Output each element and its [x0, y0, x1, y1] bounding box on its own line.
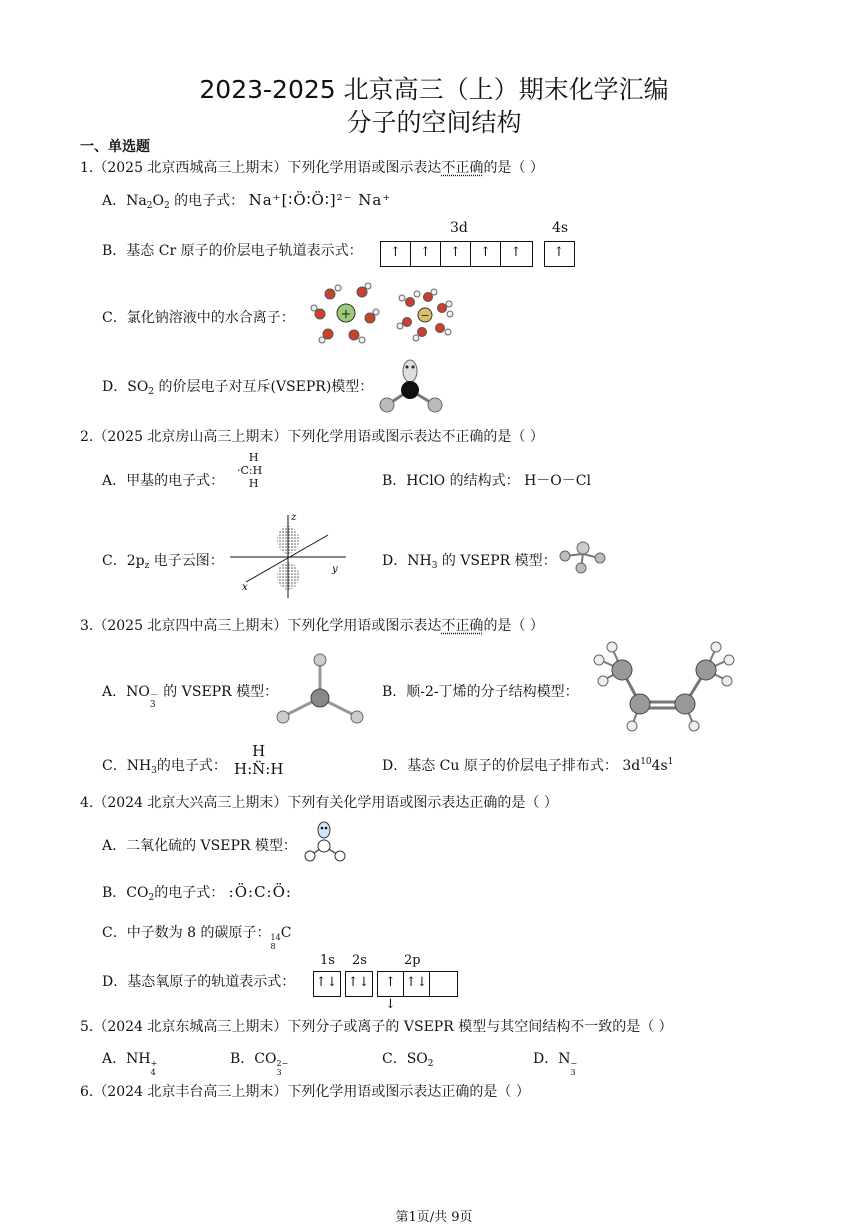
label-2s: 2s — [352, 953, 367, 968]
q5-option-b: B．CO 2− 3 — [230, 1051, 289, 1077]
q1-b-label-4s: 4s — [552, 220, 569, 236]
label-1s: 1s — [320, 953, 335, 968]
nh3-electron-formula: H H:N̈:H — [234, 742, 284, 778]
question-6-stem: 6.（2024 北京丰台高三上期末）下列化学用语或图示表达正确的是（ ） — [80, 1084, 530, 1100]
q1-option-c: C．氯化钠溶液中的水合离子： — [102, 310, 295, 326]
orbital-2s — [345, 971, 373, 997]
q2-option-a: A．甲基的电子式： — [102, 473, 225, 489]
orbital-cell: ↑ — [411, 242, 441, 266]
orbital-cell: ↑ ↓ — [378, 972, 404, 996]
question-5-stem: 5.（2024 北京东城高三上期末）下列分子或离子的 VSEPR 模型与其空间结构不一致的是（ ） — [80, 1019, 673, 1035]
orbital-cell — [430, 972, 456, 996]
chloride-hydrate — [397, 289, 453, 341]
q4-option-b: B．$CO_2$的电子式： :Ö:C:Ö: — [102, 883, 292, 903]
orbital-cell: ↑ — [510, 245, 522, 260]
page-footer: 第1页/共 9页 — [395, 1210, 473, 1225]
orbital-cell: ↑↓ — [315, 975, 338, 990]
nh3-vsepr-model — [555, 540, 615, 576]
q3-option-d: D．基态 Cu 原子的价层电子排布式： $3d^{10}4s^1$ — [382, 757, 674, 774]
section-heading: 一、单选题 — [80, 139, 150, 155]
q1-a-formula: Na⁺[∶Ö∶Ö∶]²⁻ Na⁺ — [248, 191, 392, 209]
orbital-cell: ↑ — [441, 242, 471, 266]
q3-option-b: B．顺-2-丁烯的分子结构模型： — [382, 684, 579, 700]
q1-b-3d-orbitals — [380, 241, 533, 267]
no3-vsepr-model — [270, 650, 370, 730]
q1-b-4s-orbital — [544, 241, 575, 267]
question-4-stem: 4.（2024 北京大兴高三上期末）下列有关化学用语或图示表达正确的是（ ） — [80, 795, 558, 811]
q4-option-a: A．二氧化硫的 VSEPR 模型： — [102, 838, 297, 854]
q1-option-b: B．基态 Cr 原子的价层电子轨道表示式： — [102, 243, 363, 259]
q4-option-c: C．中子数为 8 的碳原子： 14 8 C — [102, 925, 292, 951]
q2-option-d: D．$NH_3$ 的 VSEPR 模型： — [382, 553, 557, 571]
sodium-hydrate — [311, 283, 379, 343]
q1-option-a: A．$Na_2O_2$ 的电子式： Na⁺[∶Ö∶Ö∶]²⁻ Na⁺ — [102, 191, 392, 211]
co2-electron-formula: :Ö:C:Ö: — [228, 883, 292, 901]
q3-option-a: A．NO － 3 的 VSEPR 模型： — [102, 684, 279, 710]
page-title: 2023-2025 北京高三（上）期末化学汇编 — [199, 75, 669, 104]
hydrated-ions-diagram — [310, 282, 460, 344]
q2-option-b: B．HClO 的结构式： H－O－Cl — [382, 473, 591, 489]
q1-b-label-3d: 3d — [450, 220, 468, 236]
question-2-stem: 2.（2025 北京房山高三上期末）下列化学用语或图示表达不正确的是（ ） — [80, 429, 544, 445]
q3-option-c: C．$NH_3$的电子式： — [102, 758, 227, 776]
orbital-cell: ↑ — [553, 245, 565, 260]
axis-z-label: z — [291, 512, 297, 523]
axis-x-label: x — [242, 582, 248, 593]
label-2p: 2p — [404, 953, 421, 968]
page-subtitle: 分子的空间结构 — [346, 108, 522, 137]
orbital-cell: ↑↓ — [404, 972, 430, 996]
q2-option-c: C．$2p_z$ 电子云图： — [102, 553, 224, 571]
q5-option-c: C．$SO_2$ — [382, 1051, 434, 1069]
orbital-cell: ↑ — [471, 242, 501, 266]
q1-option-d: D．$SO_2$ 的价层电子对互斥(VSEPR)模型： — [102, 379, 374, 397]
q4-option-d: D．基态氧原子的轨道表示式： — [102, 974, 296, 990]
orbital-cell: ↑ — [381, 242, 411, 266]
2pz-electron-cloud — [228, 510, 348, 600]
svg-text:−: − — [420, 309, 430, 322]
orbital-2p — [377, 971, 458, 1012]
orbital-1s — [313, 971, 341, 997]
so2-vsepr-model-2 — [302, 818, 348, 864]
question-1-stem: 1.（2025 北京西城高三上期末）下列化学用语或图示表达不正确的是（ ） — [80, 160, 544, 176]
q5-option-d: D．N − 3 — [533, 1051, 578, 1077]
question-3-stem: 3.（2025 北京四中高三上期末）下列化学用语或图示表达不正确的是（ ） — [80, 618, 544, 634]
axis-y-label: y — [332, 564, 338, 575]
so2-vsepr-model — [375, 355, 445, 415]
cis-2-butene-model — [590, 640, 740, 740]
svg-text:+: + — [340, 307, 352, 322]
q5-option-a: A．NH + 4 — [102, 1051, 158, 1077]
methyl-electron-formula: H ·C:H H — [237, 451, 263, 490]
orbital-cell: ↑↓ — [347, 975, 370, 990]
